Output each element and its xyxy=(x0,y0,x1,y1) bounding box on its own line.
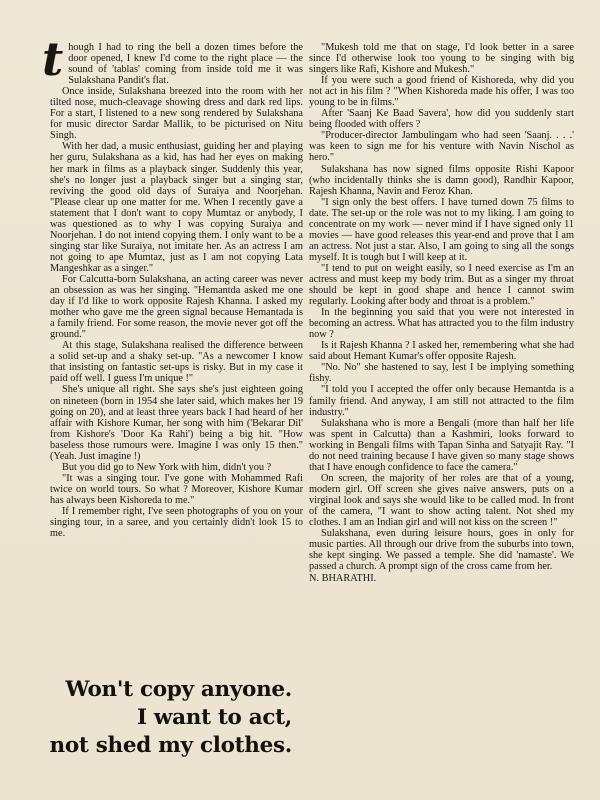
article-paragraph: If I remember right, I've seen photographs of you on your singing tour, in a saree, and you certainly didn't look 15 to me. xyxy=(50,505,303,540)
headline-line: Won't copy anyone. xyxy=(65,677,292,702)
article-left-column xyxy=(42,32,303,540)
article-right-column xyxy=(309,42,574,584)
article-paragraph: Sulakshana, even during leisure hours, goes in only for music parties. All through our drive from the suburbs into town, she kept singing. We passed a temple. She did 'namaste'. We passed a church. A prompt sign of the cross came from her. xyxy=(309,528,574,573)
article-paragraph: At this stage, Sulakshana realised the difference between a solid set-up and a shaky set-up. "As a newcomer I know that insisting on fantastic set-ups is risky. But in my case it paid off well. I guess I'm unique !" xyxy=(50,340,303,385)
byline: N. BHARATHI. xyxy=(309,573,377,585)
pull-quote-headline xyxy=(30,676,292,760)
article-paragraph: "I told you I accepted the offer only because Hemantda is a family friend. And anyway, I am still not attracted to the film industry." xyxy=(309,384,574,418)
article-paragraph: "Producer-director Jambulingam who had seen 'Saanj. . . .' was keen to sign me for his venture with Navin Nischol as hero." xyxy=(309,130,574,164)
article-paragraph: "It was a singing tour. I've gone with Mohammed Rafi twice on world tours. So what ? Moreover, Kishore Kumar has always been Kishoreda to me." xyxy=(50,472,303,506)
article-paragraph: though I had to ring the bell a dozen times before the door opened, I knew I'd come to the right place — the sound of 'tablas' coming from inside told me it was Sulakshana Pandit's flat. xyxy=(42,32,303,87)
article-paragraph: On screen, the majority of her roles are that of a young, modern girl. Off screen she gives naive answers, puts on a virginal look and says she would like to be called mod. In front of the camera, "I want to show acting talent. Not shed my clothes. I am an Indian girl and will not kiss on the screen !" xyxy=(309,472,574,529)
headline-line: not shed my clothes. xyxy=(49,733,292,758)
headline-line: I want to act, xyxy=(136,705,292,730)
article-paragraph: "No. No" she hastened to say, lest I be implying something fishy. xyxy=(309,362,574,385)
article-paragraph: Once inside, Sulakshana breezed into the room with her tilted nose, much-cleavage showing dress and dark red lips. For a start, I listened to a new song rendered by Sulakshana for music director Sardar Mallik, to be picturised on Nitu Singh. xyxy=(50,86,303,142)
article-paragraph: After 'Saanj Ke Baad Savera', how did you suddenly start being flooded with offers ? xyxy=(309,108,574,131)
article-paragraph: Sulakshana has now signed films opposite Rishi Kapoor (who incidentally thinks she is damn good), Randhir Kapoor, Rajesh Khanna, Navin and Feroz Khan. xyxy=(309,163,574,197)
article-paragraph: She's unique all right. She says she's just eighteen going on nineteen (born in 1954 she later said, which makes her 19 going on 20), and at least three years back I had heard of her affair with Kishore Kumar, her song with him ('Bekarar Dil' from Kishore's 'Door Ka Rahi') being a big hit. "How baseless those rumours were. Imagine I was only 15 then." (Yeah. Just imagine !) xyxy=(50,384,303,462)
article-paragraph: But you did go to New York with him, didn't you ? xyxy=(62,461,272,473)
article-paragraph: Sulakshana who is more a Bengali (more than half her life was spent in Calcutta) than a Kashmiri, looks forward to working in Bengali films with Tapan Sinha and Satyajit Ray. "I do not need training because I have given so many stage shows that I have enough confidence to face the camera." xyxy=(309,417,574,473)
article-paragraph: For Calcutta-born Sulakshana, an acting career was never an obsession as was her singing. "Hemantda asked me one day if I'd like to work opposite Rajesh Khanna. I asked my mother who gave me the green signal because Hemantada is a family friend. For some reason, the movie never got off the ground." xyxy=(50,273,303,341)
article-paragraph: With her dad, a music enthusiast, guiding her and playing her guru, Sulakshana as a kid, has had her eyes on making her mark in films as a playback singer. Suddenly this year, she's no longer just a playback singer but a singing star, reviving the good old days of Suraiya and Noorjehan. "Please clear up one matter for me. When I recently gave a statement that I don't want to copy Mumtaz or anybody, I was questioned as to why I was copying Suraiya and Noorjehan. I do not intend copying them. I only want to be a singing star like Suraiya, not imitate her. As an actress I am not going to ape Mumtaz, just as I am not copying Lata Mangeshkar as a singer." xyxy=(50,141,303,274)
article-paragraph: "I sign only the best offers. I have turned down 75 films to date. The set-up or the role was not to my liking. I am going to concentrate on my work — never mind if I have signed only 11 movies — have good releases this year-end and prove that I am an actress. Not just a star. Also, I am going to sing all the songs myself. It is tough but I will keep at it. xyxy=(309,196,574,263)
drop-cap: t xyxy=(42,32,64,86)
article-paragraph: "I tend to put on weight easily, so I need exercise as I'm an actress and must keep my body trim. But as a singer my throat should be kept in good shape and hence I cannot swim regularly. Looking after body and throat is a problem." xyxy=(309,262,574,308)
article-paragraph: Is it Rajesh Khanna ? I asked her, remembering what she had said about Hemant Kumar's offer opposite Rajesh. xyxy=(309,340,574,363)
article-paragraph: "Mukesh told me that on stage, I'd look better in a saree since I'd otherwise look too young to be singing with big singers like Rafi, Kishore and Mukesh." xyxy=(309,42,574,76)
article-paragraph: In the beginning you said that you were not interested in becoming an actress. What has attracted you to the film industry now ? xyxy=(309,307,574,341)
article-paragraph: If you were such a good friend of Kishoreda, why did you not act in his film ? "When Kishoreda made his offer, I was too young to be in films." xyxy=(309,75,574,109)
